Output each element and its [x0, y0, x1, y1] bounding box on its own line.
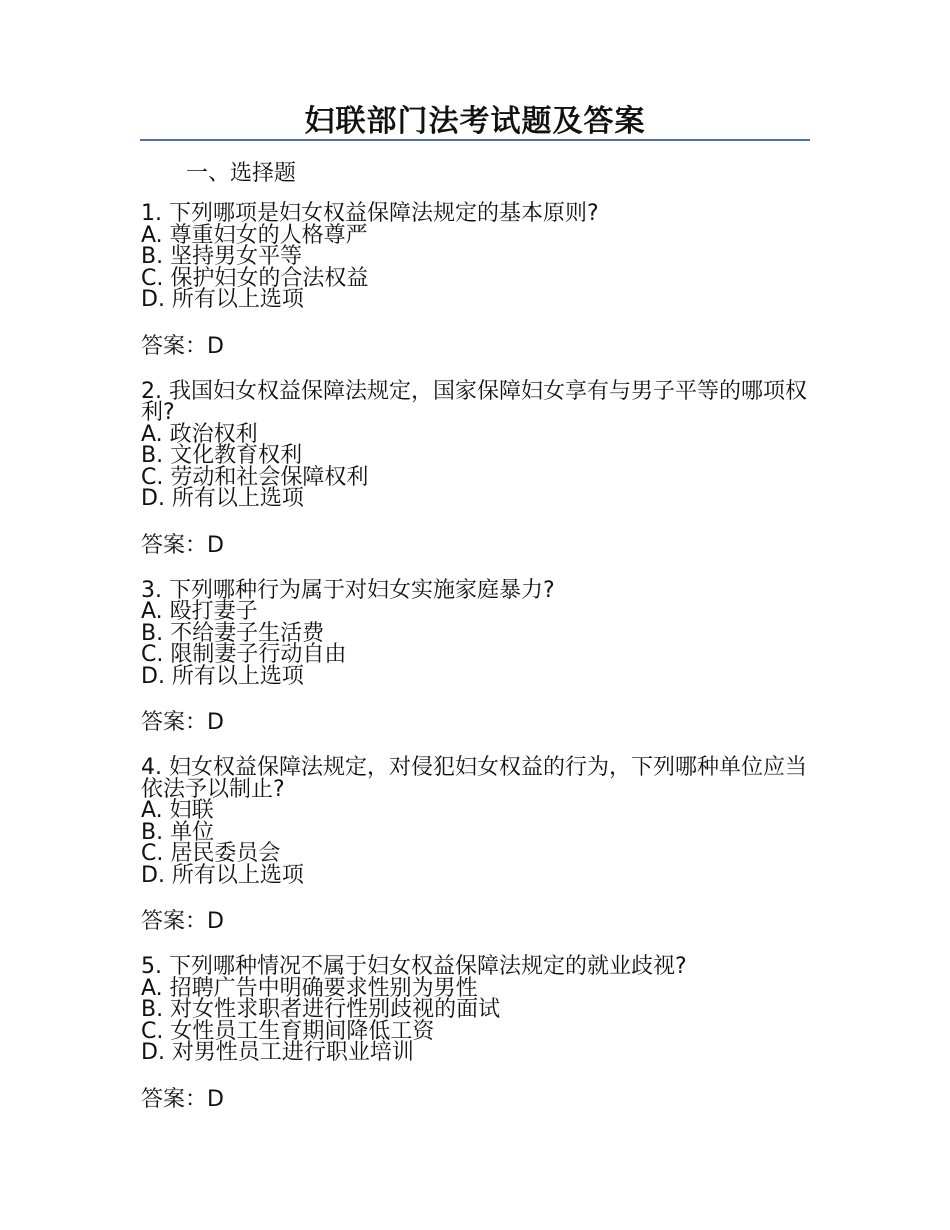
option-a: A. 尊重妇女的人格尊严 — [141, 222, 368, 248]
question-1 — [141, 203, 811, 362]
title-underline — [140, 139, 810, 141]
option-b: B. 不给妻子生活费 — [141, 620, 325, 646]
section-heading: 一、选择题 — [186, 161, 297, 186]
answer: 答案：D — [141, 909, 224, 934]
option-a: A. 殴打妻子 — [141, 599, 258, 624]
option-d: D. 所有以上选项 — [141, 486, 304, 511]
option-c: C. 居民委员会 — [141, 841, 281, 866]
question-stem: 3. 下列哪种行为属于对妇女实施家庭暴力? — [141, 577, 555, 603]
option-d: D. 所有以上选项 — [141, 862, 304, 888]
option-b: B. 对女性求职者进行性别歧视的面试 — [141, 997, 501, 1022]
question-2 — [141, 378, 811, 561]
option-c: C. 女性员工生育期间降低工资 — [141, 1018, 435, 1044]
question-5 — [141, 956, 811, 1115]
question-3 — [141, 577, 811, 739]
answer: 答案：D — [141, 333, 224, 359]
option-d: D. 对男性员工进行职业培训 — [141, 1040, 414, 1065]
option-a: A. 政治权利 — [141, 421, 258, 447]
document-title: 妇联部门法考试题及答案 — [304, 104, 646, 139]
answer: 答案：D — [141, 1086, 224, 1112]
question-4 — [141, 757, 811, 937]
option-b: B. 文化教育权利 — [141, 443, 303, 468]
option-a: A. 招聘广告中明确要求性别为男性 — [141, 975, 478, 1001]
question-stem: 4. 妇女权益保障法规定，对侵犯妇女权益的行为，下列哪种单位应当依法予以制止? — [141, 755, 807, 802]
question-stem: 5. 下列哪种情况不属于妇女权益保障法规定的就业歧视? — [141, 954, 687, 979]
option-a: A. 妇联 — [141, 798, 214, 823]
option-b: B. 坚持男女平等 — [141, 244, 303, 269]
answer: 答案：D — [141, 532, 224, 558]
option-d: D. 所有以上选项 — [141, 287, 304, 312]
question-list — [141, 203, 811, 1134]
option-c: C. 限制妻子行动自由 — [141, 642, 347, 667]
option-c: C. 保护妇女的合法权益 — [141, 265, 369, 291]
option-b: B. 单位 — [141, 819, 215, 845]
question-stem: 1. 下列哪项是妇女权益保障法规定的基本原则? — [141, 201, 599, 226]
option-c: C. 劳动和社会保障权利 — [141, 464, 369, 490]
answer: 答案：D — [141, 710, 224, 735]
option-d: D. 所有以上选项 — [141, 663, 304, 689]
question-stem: 2. 我国妇女权益保障法规定，国家保障妇女享有与男子平等的哪项权利? — [141, 378, 807, 425]
